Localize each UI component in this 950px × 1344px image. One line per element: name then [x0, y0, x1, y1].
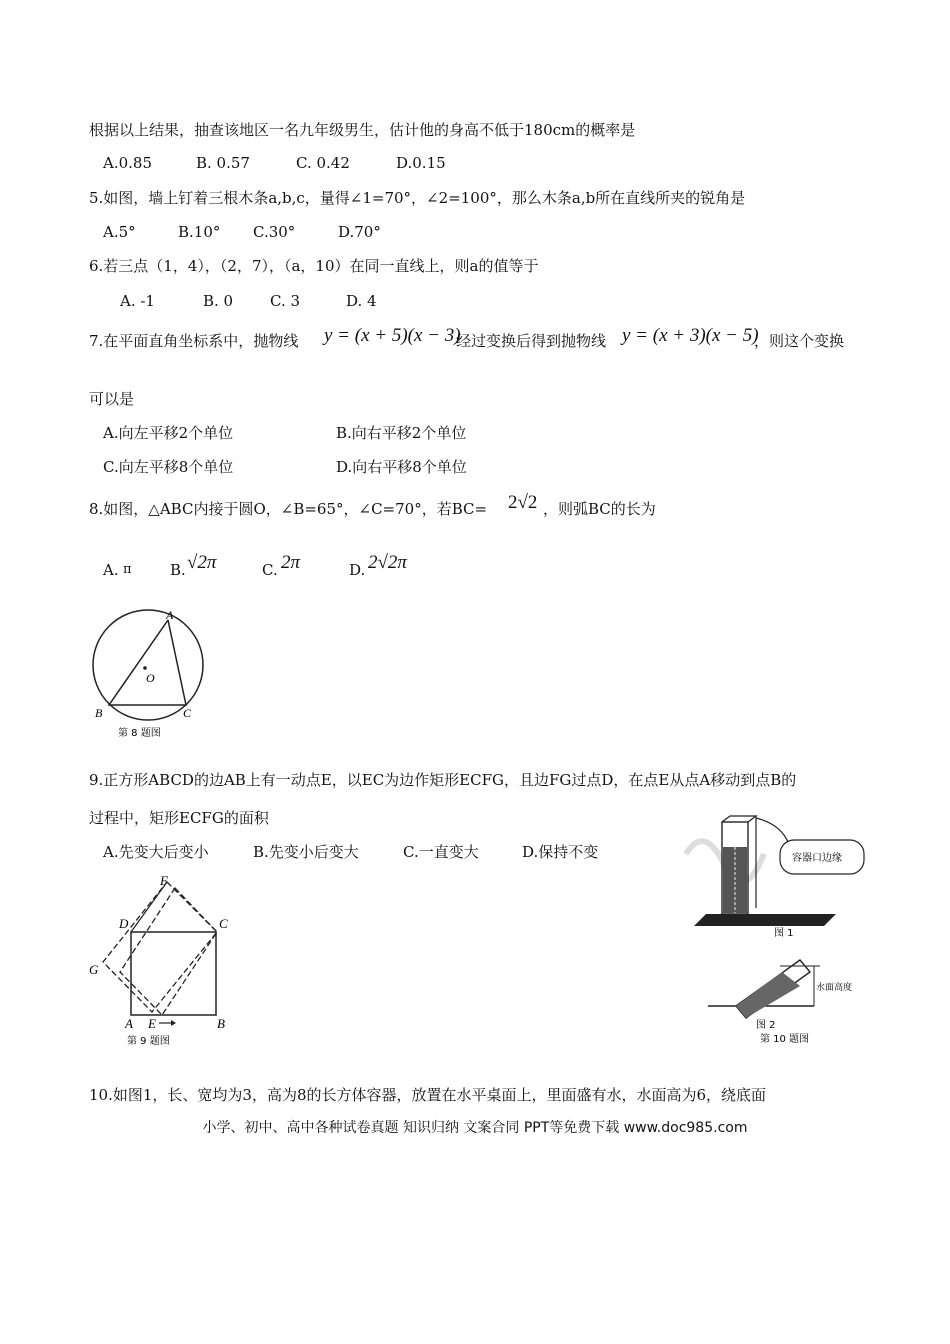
q4-stem: 根据以上结果，抽查该地区一名九年级男生，估计他的身高不低于180cm的概率是	[89, 121, 636, 139]
q9-rect-dashed-2	[120, 888, 217, 1015]
q7-formula-2: y = (x + 3)(x − 5)	[622, 325, 759, 346]
q9-label-a: A	[125, 1016, 133, 1031]
q9-option-b: B.先变小后变大	[253, 843, 359, 861]
q9-stem-b: 过程中，矩形ECFG的面积	[89, 809, 269, 827]
q7-formula-1: y = (x + 5)(x − 3)	[324, 325, 461, 346]
q7-stem-d: 可以是	[89, 390, 135, 408]
q7-option-b: B.向右平移2个单位	[336, 424, 467, 442]
q7-option-c: C.向左平移8个单位	[103, 458, 234, 476]
q9-label-b: B	[217, 1016, 225, 1031]
q7-option-d: D.向右平移8个单位	[336, 458, 467, 476]
q9-label-e: E	[148, 1016, 156, 1031]
q9-caption: 第 9 题图	[127, 1036, 170, 1047]
q9-label-c: C	[219, 916, 228, 931]
q7-stem-c: ，则这个变换	[754, 332, 845, 350]
q4-option-b: B. 0.57	[196, 154, 250, 172]
q8-option-b-label: B.	[170, 561, 186, 579]
q10-fig2-water	[736, 972, 800, 1018]
q8-stem-b: ，则弧BC的长为	[543, 500, 656, 518]
q6-option-d: D. 4	[346, 292, 377, 310]
q8-bc-value: 2√2	[508, 492, 538, 513]
q6-option-c: C. 3	[270, 292, 301, 310]
q4-option-c: C. 0.42	[296, 154, 350, 172]
q7-option-a: A.向左平移2个单位	[103, 424, 234, 442]
q9-figure	[85, 870, 235, 1050]
q6-option-b: B. 0	[203, 292, 234, 310]
q10-water-label: 水面高度	[816, 983, 853, 993]
q4-option-a: A.0.85	[103, 154, 152, 172]
q8-option-a-value: π	[123, 562, 132, 577]
q9-label-d: D	[119, 916, 129, 931]
q10-callout-pointer	[756, 818, 788, 842]
q8-option-a-label: A.	[103, 561, 119, 579]
q9-segment-df	[131, 882, 167, 932]
q8-triangle	[109, 620, 186, 705]
q4-option-d: D.0.15	[396, 154, 446, 172]
q10-fig2-caption: 图 2	[756, 1020, 776, 1031]
q5-stem: 5.如图，墙上钉着三根木条a,b,c，量得∠1=70°，∠2=100°，那么木条a,b所在直线所夹的锐角是	[89, 189, 746, 207]
q6-option-a: A. -1	[120, 292, 155, 310]
q8-stem-a: 8.如图，△ABC内接于圆O，∠B=65°，∠C=70°，若BC=	[89, 500, 488, 518]
q8-label-c: C	[183, 706, 192, 720]
q9-label-g: G	[89, 962, 99, 977]
q9-option-d: D.保持不变	[522, 843, 599, 861]
q9-option-a: A.先变大后变小	[103, 843, 209, 861]
q10-figure	[684, 814, 870, 1050]
q8-caption: 第 8 题图	[118, 728, 161, 739]
q8-option-b-value: √2π	[187, 552, 217, 573]
q9-arrow-head	[171, 1020, 176, 1026]
q5-option-a: A.5°	[103, 223, 136, 241]
q10-callout-text: 容器口边缘	[792, 853, 842, 864]
q10-fig1-caption: 图 1	[774, 928, 794, 939]
q9-square	[131, 932, 216, 1015]
q5-option-b: B.10°	[178, 223, 221, 241]
q7-stem-a: 7.在平面直角坐标系中，抛物线	[89, 332, 299, 350]
q5-option-c: C.30°	[253, 223, 296, 241]
q9-label-f: F	[160, 873, 168, 888]
q6-stem: 6.若三点（1，4），（2，7），（a，10）在同一直线上，则a的值等于	[89, 257, 539, 275]
q10-stem: 10.如图1，长、宽均为3，高为8的长方体容器，放置在水平桌面上，里面盛有水，水面高为6，绕底面	[89, 1086, 767, 1104]
q8-label-o: O	[146, 671, 155, 685]
q8-center-dot	[143, 666, 147, 670]
q8-label-a: A	[166, 608, 174, 622]
q9-stem-a: 9.正方形ABCD的边AB上有一动点E，以EC为边作矩形ECFG，且边FG过点D，在点E从点A移动到点B的	[89, 771, 797, 789]
q8-option-c-label: C.	[262, 561, 278, 579]
q5-option-d: D.70°	[338, 223, 381, 241]
q7-stem-b: 经过变换后得到抛物线	[456, 332, 607, 350]
q8-option-d-value: 2√2π	[368, 552, 407, 573]
q9-option-c: C.一直变大	[403, 843, 479, 861]
page-footer: 小学、初中、高中各种试卷真题 知识归纳 文案合同 PPT等免费下载 www.doc985.com	[202, 1120, 748, 1136]
q10-caption: 第 10 题图	[760, 1034, 810, 1045]
q8-option-c-value: 2π	[281, 552, 301, 573]
q8-figure	[88, 606, 212, 742]
q8-label-b: B	[95, 706, 103, 720]
q10-container-top	[722, 816, 756, 822]
q10-table-top	[694, 914, 836, 926]
q8-option-d-label: D.	[349, 561, 366, 579]
q9-rect-dashed-1	[103, 882, 217, 1012]
